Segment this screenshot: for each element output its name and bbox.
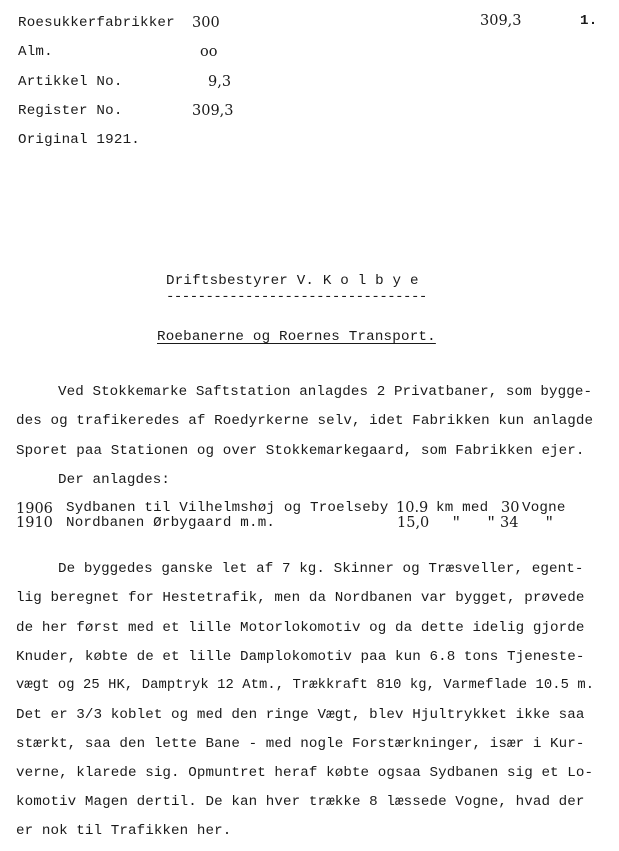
row-cars: 34 bbox=[500, 515, 519, 531]
text-line: Sporet paa Stationen og over Stokkemarkegaard, som Fabrikken ejer. bbox=[16, 443, 585, 459]
row-km: 10.9 bbox=[396, 500, 429, 516]
author-heading: Driftsbestyrer V. K o l b y e bbox=[166, 273, 419, 289]
text-line: er nok til Trafikken her. bbox=[16, 823, 232, 839]
header-value: 300 bbox=[192, 15, 220, 31]
text-line: vægt og 25 HK, Damptryk 12 Atm., Trækkraft 810 kg, Varmeflade 10.5 m. bbox=[16, 678, 595, 693]
row-suffix: Vogne bbox=[522, 500, 566, 516]
row-unit: " " bbox=[452, 515, 496, 531]
row-name: Sydbanen til Vilhelmshøj og Troelseby bbox=[66, 500, 389, 516]
text-line: stærkt, saa den lette Bane - med nogle Forstærkninger, især i Kur- bbox=[16, 736, 585, 752]
row-year: 1906 bbox=[16, 501, 53, 517]
text-line: Knuder, købte de et lille Damplokomotiv paa kun 6.8 tons Tjeneste- bbox=[16, 649, 585, 665]
text-line: Der anlagdes: bbox=[58, 472, 170, 488]
header-value: 9,3 bbox=[208, 74, 232, 90]
header-label: Artikkel No. bbox=[18, 74, 123, 90]
header-label: Roesukkerfabrikker bbox=[18, 15, 175, 31]
header-label: Alm. bbox=[18, 44, 53, 60]
header-value: 309,3 bbox=[192, 103, 234, 119]
row-cars: 30 bbox=[501, 500, 520, 516]
row-name: Nordbanen Ørbygaard m.m. bbox=[66, 515, 276, 531]
text-line: des og trafikeredes af Roedyrkerne selv, idet Fabrikken kun anlagde bbox=[16, 413, 594, 429]
section-subtitle: Roebanerne og Roernes Transport. bbox=[157, 329, 436, 345]
text-line: Ved Stokkemarke Saftstation anlagdes 2 Privatbaner, som bygge- bbox=[58, 384, 593, 400]
text-line: verne, klarede sig. Opmuntret heraf købte ogsaa Sydbanen sig et Lo- bbox=[16, 765, 594, 781]
header-label: Original 1921. bbox=[18, 132, 140, 148]
text-line: De byggedes ganske let af 7 kg. Skinner og Træsveller, egent- bbox=[58, 561, 584, 577]
text-line: Det er 3/3 koblet og med den ringe Vægt, blev Hjultrykket ikke saa bbox=[16, 707, 585, 723]
header-value: oo bbox=[200, 44, 218, 60]
header-label: Register No. bbox=[18, 103, 123, 119]
row-km: 15,0 bbox=[397, 515, 430, 531]
page-number: 1. bbox=[580, 13, 598, 29]
row-unit: km med bbox=[436, 500, 489, 516]
row-suffix: " bbox=[545, 515, 554, 531]
text-line: lig beregnet for Hestetrafik, men da Nordbanen var bygget, prøvede bbox=[16, 590, 585, 606]
reference-number: 309,3 bbox=[480, 13, 522, 29]
heading-rule: --------------------------------- bbox=[166, 289, 427, 305]
row-year: 1910 bbox=[16, 515, 53, 531]
text-line: komotiv Magen dertil. De kan hver trække 8 læssede Vogne, hvad der bbox=[16, 794, 585, 810]
text-line: de her først med et lille Motorlokomotiv og da dette idelig gjorde bbox=[16, 620, 585, 636]
